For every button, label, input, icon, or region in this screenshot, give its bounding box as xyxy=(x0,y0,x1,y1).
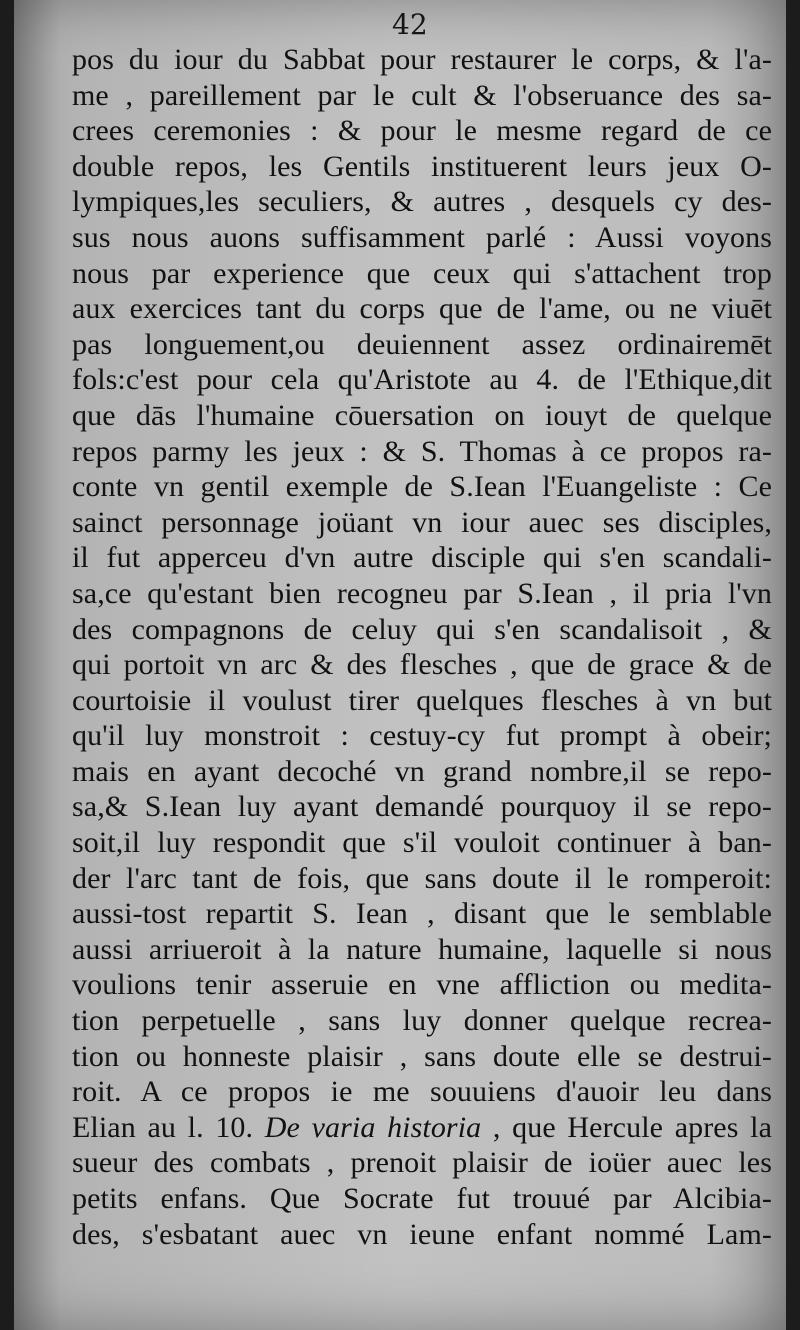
text-line: aussi-tost repartit S. Iean , disant que le semblable xyxy=(72,897,772,931)
body-text xyxy=(72,42,772,1252)
text-line: nous par experience que ceux qui s'attachent trop xyxy=(72,256,772,290)
text-line: crees ceremonies : & pour le mesme regard de ce xyxy=(72,114,772,148)
text-line: sueur des combats , prenoit plaisir de ioüer auec les xyxy=(72,1146,772,1180)
text-line: des compagnons de celuy qui s'en scandalisoit , & xyxy=(72,612,772,646)
text-fragment: , que Hercule apres la xyxy=(481,1110,772,1144)
text-line: des, s'esbatant auec vn ieune enfant nommé Lam- xyxy=(72,1217,772,1251)
text-line: petits enfans. Que Socrate fut trouué par Alcibia- xyxy=(72,1182,772,1215)
text-line: conte vn gentil exemple de S.Iean l'Euangeliste : Ce xyxy=(72,470,772,504)
text-line-with-title xyxy=(72,1110,772,1146)
text-line: courtoisie il voulust tirer quelques flesches à vn but xyxy=(72,683,772,717)
text-line: soit,il luy respondit que s'il vouloit continuer à ban- xyxy=(72,826,772,860)
cited-work-title: De varia historia xyxy=(264,1110,482,1144)
text-line: lympiques,les seculiers, & autres , desquels cy des- xyxy=(72,185,772,219)
text-line: double repos, les Gentils instituerent leurs jeux O- xyxy=(72,149,772,183)
text-line: sa,& S.Iean luy ayant demandé pourquoy il se repo- xyxy=(72,790,772,824)
text-line: tion perpetuelle , sans luy donner quelque recrea- xyxy=(72,1004,772,1038)
book-page xyxy=(14,0,786,1330)
text-line: aussi arriueroit à la nature humaine, laquelle si nous xyxy=(72,932,772,966)
text-line: il fut apperceu d'vn autre disciple qui s'en scandali- xyxy=(72,541,772,575)
text-line: der l'arc tant de fois, que sans doute il le romperoit: xyxy=(72,861,772,895)
text-line: repos parmy les jeux : & S. Thomas à ce propos ra- xyxy=(72,434,772,468)
text-line: qui portoit vn arc & des flesches , que de grace & de xyxy=(72,648,772,682)
text-line: sainct personnage joüant vn iour auec ses disciples, xyxy=(72,505,772,539)
text-line: me , pareillement par le cult & l'obseruance des sa- xyxy=(72,78,772,112)
text-line: que dās l'humaine cōuersation on iouyt de quelque xyxy=(72,398,772,432)
text-line: qu'il luy monstroit : cestuy-cy fut prompt à obeir; xyxy=(72,719,772,753)
page-number: 42 xyxy=(392,8,428,41)
text-line: sa,ce qu'estant bien recogneu par S.Iean , il pria l'vn xyxy=(72,576,772,610)
text-line: roit. A ce propos ie me souuiens d'auoir leu dans xyxy=(72,1075,772,1109)
text-line: aux exercices tant du corps que de l'ame, ou ne viuēt xyxy=(72,292,772,326)
text-line: voulions tenir asseruie en vne affliction ou medita- xyxy=(72,968,772,1002)
text-line: pas longuement,ou deuiennent assez ordinairemēt xyxy=(72,327,772,361)
text-line: mais en ayant decoché vn grand nombre,il se repo- xyxy=(72,754,772,788)
text-line: pos du iour du Sabbat pour restaurer le corps, & l'a- xyxy=(72,43,772,76)
text-line: tion ou honneste plaisir , sans doute elle se destrui- xyxy=(72,1039,772,1073)
text-line: sus nous auons suffisamment parlé : Aussi voyons xyxy=(72,220,772,254)
text-line: fols:c'est pour cela qu'Aristote au 4. de l'Ethique,dit xyxy=(72,363,772,397)
text-fragment: Elian au l. 10. xyxy=(72,1110,265,1144)
